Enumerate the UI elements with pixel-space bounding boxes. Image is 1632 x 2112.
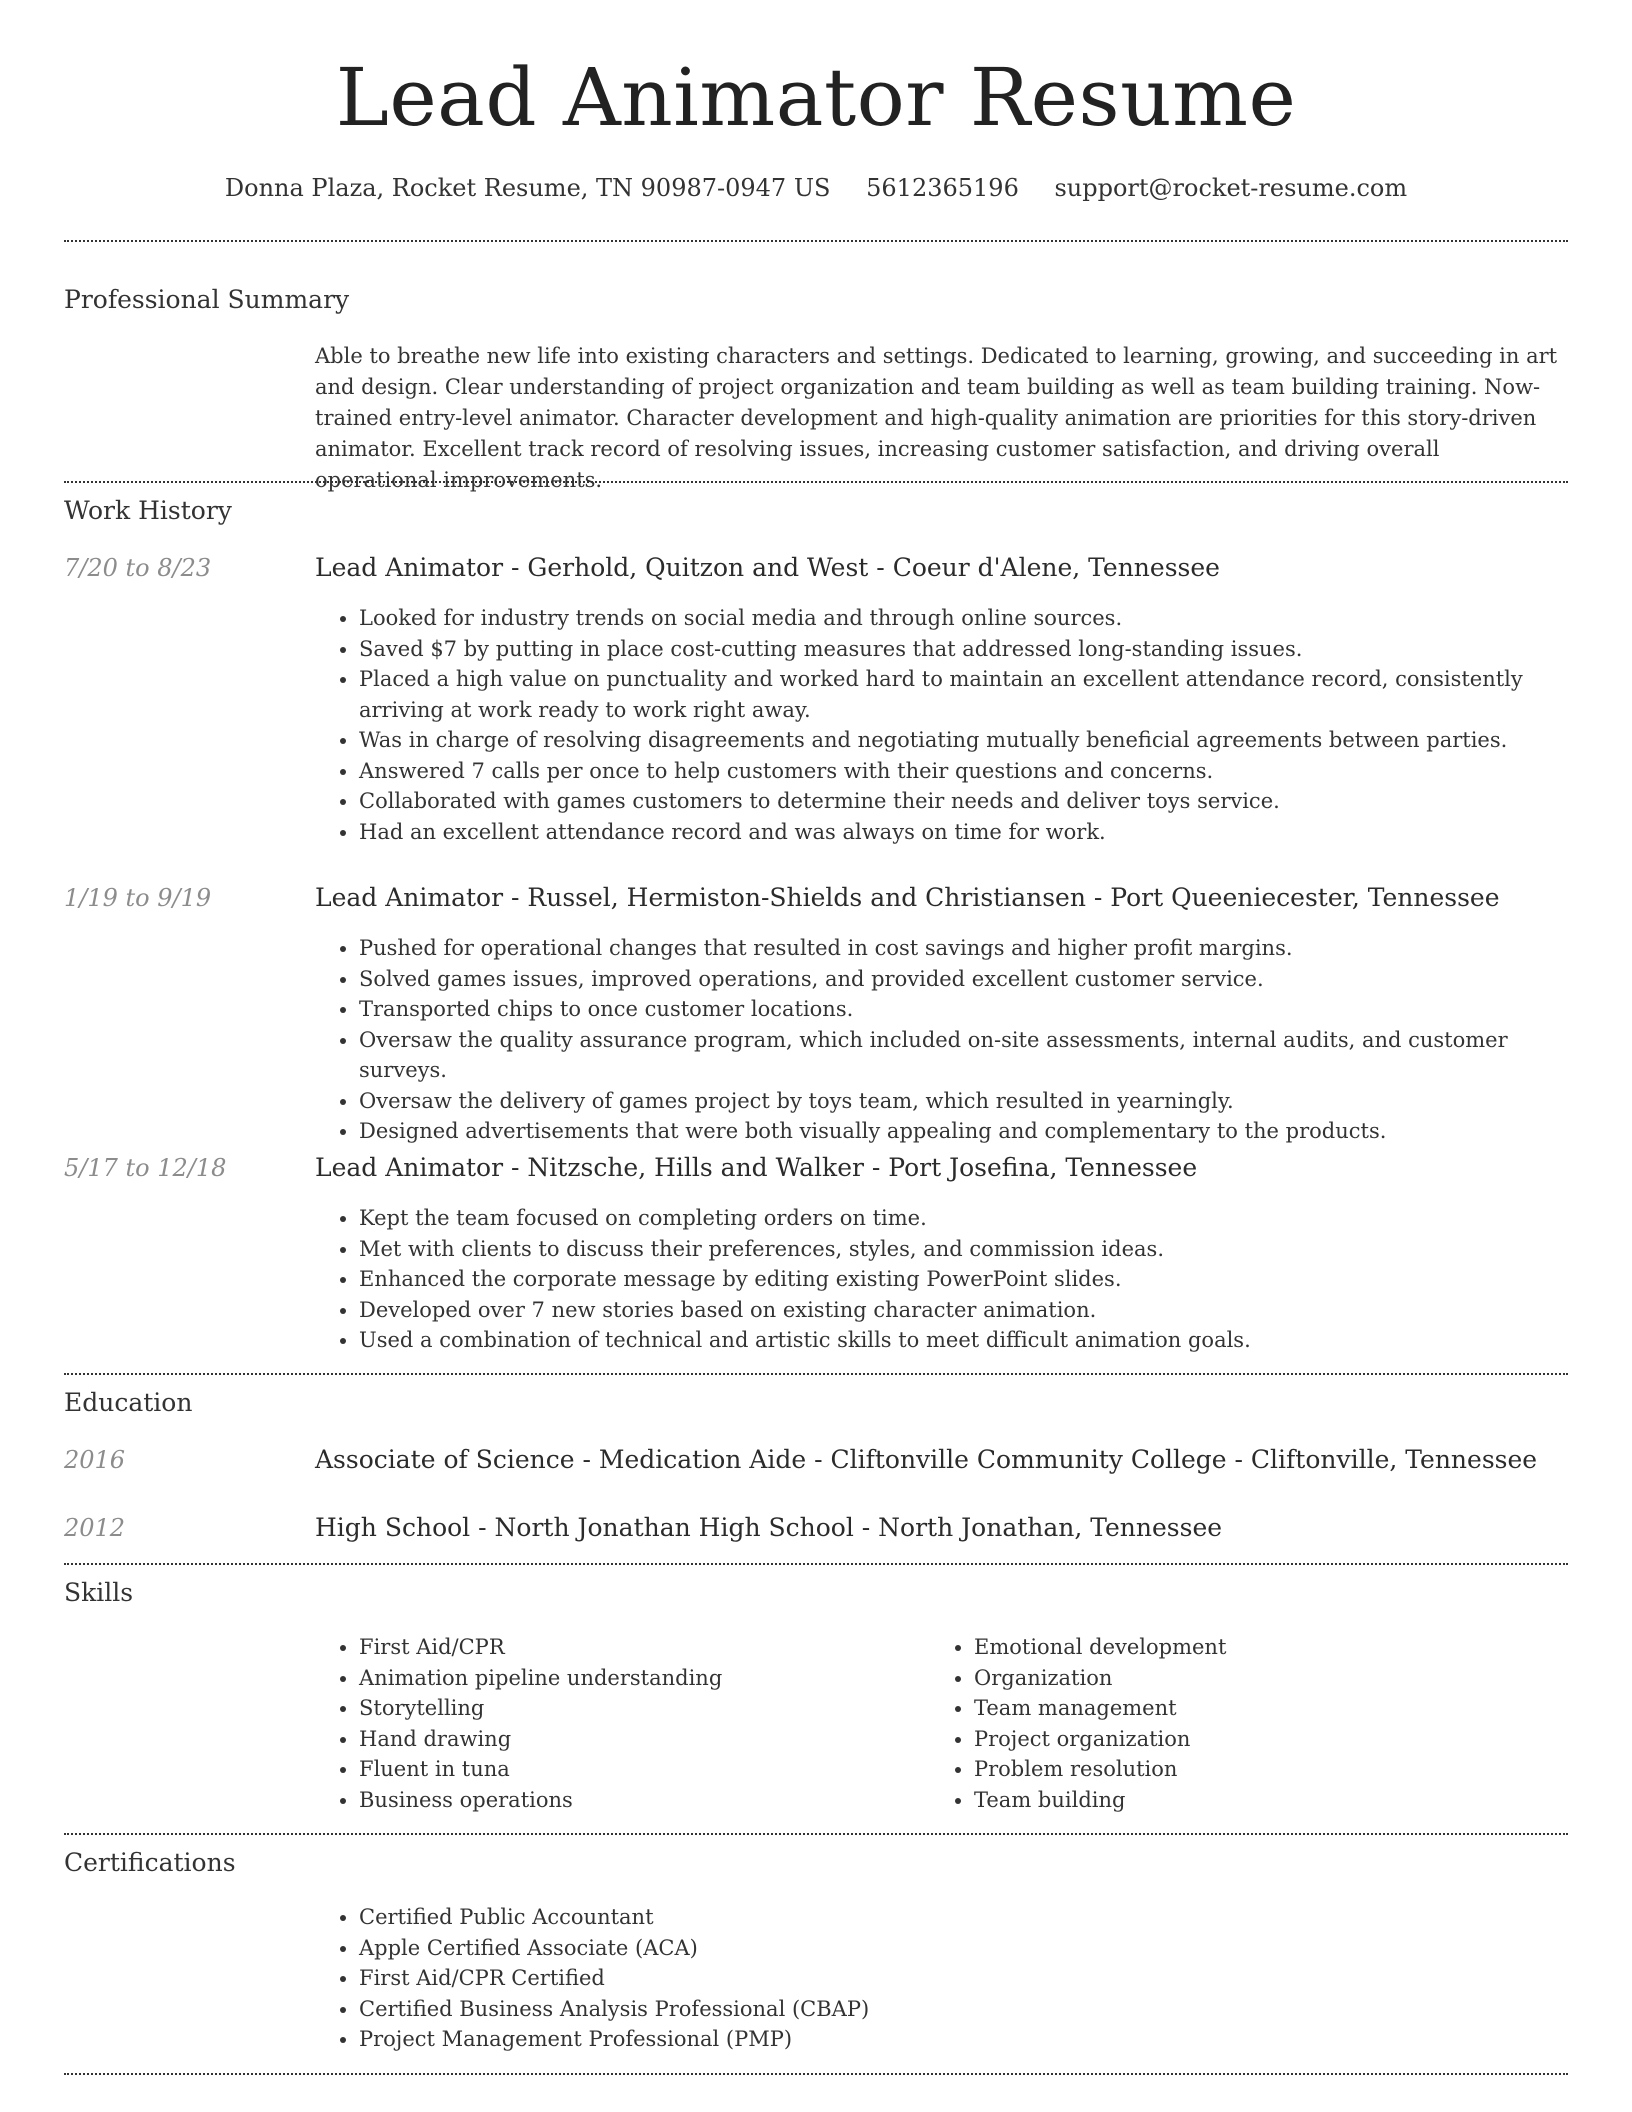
list-item: • Emotional development — [974, 1632, 1534, 1663]
list-item: • Looked for industry trends on social media and through online sources. — [359, 603, 1569, 634]
list-item: • Developed over 7 new stories based on existing character animation. — [359, 1295, 1569, 1326]
list-item: • Transported chips to once customer locations. — [359, 994, 1569, 1025]
list-item: • Project Management Professional (PMP) — [359, 2024, 1569, 2055]
list-item: • Apple Certified Associate (ACA) — [359, 1933, 1569, 1964]
contact-address: Donna Plaza, Rocket Resume, TN 90987-0947 US — [224, 174, 831, 202]
list-item: • Problem resolution — [974, 1754, 1534, 1785]
section-heading-education: Education — [64, 1388, 193, 1417]
list-item: • Certified Business Analysis Professional (CBAP) — [359, 1994, 1569, 2025]
job-bullet-list — [315, 1203, 1569, 1356]
list-item: • Business operations — [359, 1785, 919, 1816]
list-item: • Had an excellent attendance record and was always on time for work. — [359, 817, 1569, 848]
section-heading-skills: Skills — [64, 1578, 134, 1607]
list-item: • Storytelling — [359, 1693, 919, 1724]
summary-text: Able to breathe new life into existing characters and settings. Dedicated to learning, growing, and succeeding in art and design. Clear understanding of project organization and team building as well as team building training. Now-trained entry-level animator. Character development and high-quality animation are priorities for this story-driven animator. Excellent track record of resolving issues, increasing customer satisfaction, and driving overall operational improvements. — [315, 344, 1558, 492]
list-item: • Kept the team focused on completing orders on time. — [359, 1203, 1569, 1234]
list-item: • Was in charge of resolving disagreements and negotiating mutually beneficial agreements between parties. — [359, 725, 1569, 756]
list-item: • Hand drawing — [359, 1724, 919, 1755]
section-heading-certifications: Certifications — [64, 1848, 236, 1877]
job-title: Lead Animator - Gerhold, Quitzon and West - Coeur d'Alene, Tennessee — [315, 553, 1220, 582]
list-item: • First Aid/CPR Certified — [359, 1963, 1569, 1994]
job-dates: 7/20 to 8/23 — [64, 554, 212, 582]
list-item: • Team building — [974, 1785, 1534, 1816]
list-item: • Designed advertisements that were both visually appealing and complementary to the products. — [359, 1116, 1569, 1147]
list-item: • Fluent in tuna — [359, 1754, 919, 1785]
divider — [64, 481, 1568, 483]
contact-phone[interactable]: 5612365196 — [866, 174, 1019, 202]
job-bullet-list — [315, 603, 1569, 847]
job-dates: 1/19 to 9/19 — [64, 884, 212, 912]
list-item: • Solved games issues, improved operations, and provided excellent customer service. — [359, 964, 1569, 995]
job-title: Lead Animator - Nitzsche, Hills and Walker - Port Josefina, Tennessee — [315, 1153, 1198, 1182]
list-item: • Enhanced the corporate message by editing existing PowerPoint slides. — [359, 1264, 1569, 1295]
list-item: • First Aid/CPR — [359, 1632, 919, 1663]
list-item: • Team management — [974, 1693, 1534, 1724]
list-item: • Used a combination of technical and artistic skills to meet difficult animation goals. — [359, 1325, 1569, 1356]
divider — [64, 1373, 1568, 1375]
divider — [64, 1563, 1568, 1565]
section-heading-summary: Professional Summary — [64, 285, 350, 314]
job-dates: 5/17 to 12/18 — [64, 1154, 227, 1182]
list-item: • Saved $7 by putting in place cost-cutting measures that addressed long-standing issues. — [359, 634, 1569, 665]
list-item: • Certified Public Accountant — [359, 1902, 1569, 1933]
skills-list-left — [315, 1632, 919, 1815]
skills-list-right — [930, 1632, 1534, 1815]
list-item: • Placed a high value on punctuality and worked hard to maintain an excellent attendance record, consistently arriving at work ready to work right away. — [359, 664, 1569, 725]
section-heading-work-history: Work History — [64, 496, 232, 525]
job-title: Lead Animator - Russel, Hermiston-Shields and Christiansen - Port Queeniecester, Tennessee — [315, 883, 1500, 912]
education-entry: Associate of Science - Medication Aide - Cliftonville Community College - Cliftonville, Tennessee — [315, 1445, 1538, 1474]
education-year: 2016 — [64, 1446, 126, 1474]
education-year: 2012 — [64, 1514, 126, 1542]
contact-email[interactable]: support@rocket-resume.com — [1054, 174, 1408, 202]
list-item: • Answered 7 calls per once to help customers with their questions and concerns. — [359, 756, 1569, 787]
divider — [64, 240, 1568, 242]
list-item: • Collaborated with games customers to determine their needs and deliver toys service. — [359, 786, 1569, 817]
list-item: • Organization — [974, 1663, 1534, 1694]
list-item: • Project organization — [974, 1724, 1534, 1755]
list-item: • Animation pipeline understanding — [359, 1663, 919, 1694]
resume-title: Lead Animator Resume — [335, 51, 1297, 144]
list-item: • Oversaw the delivery of games project by toys team, which resulted in yearningly. — [359, 1086, 1569, 1117]
education-entry: High School - North Jonathan High School - North Jonathan, Tennessee — [315, 1513, 1223, 1542]
list-item: • Pushed for operational changes that resulted in cost savings and higher profit margins. — [359, 933, 1569, 964]
contact-line — [64, 170, 1568, 206]
divider — [64, 1833, 1568, 1835]
certifications-list — [315, 1902, 1569, 2055]
list-item: • Met with clients to discuss their preferences, styles, and commission ideas. — [359, 1234, 1569, 1265]
list-item: • Oversaw the quality assurance program, which included on-site assessments, internal audits, and customer surveys. — [359, 1025, 1569, 1086]
divider — [64, 2073, 1568, 2075]
job-bullet-list — [315, 933, 1569, 1147]
